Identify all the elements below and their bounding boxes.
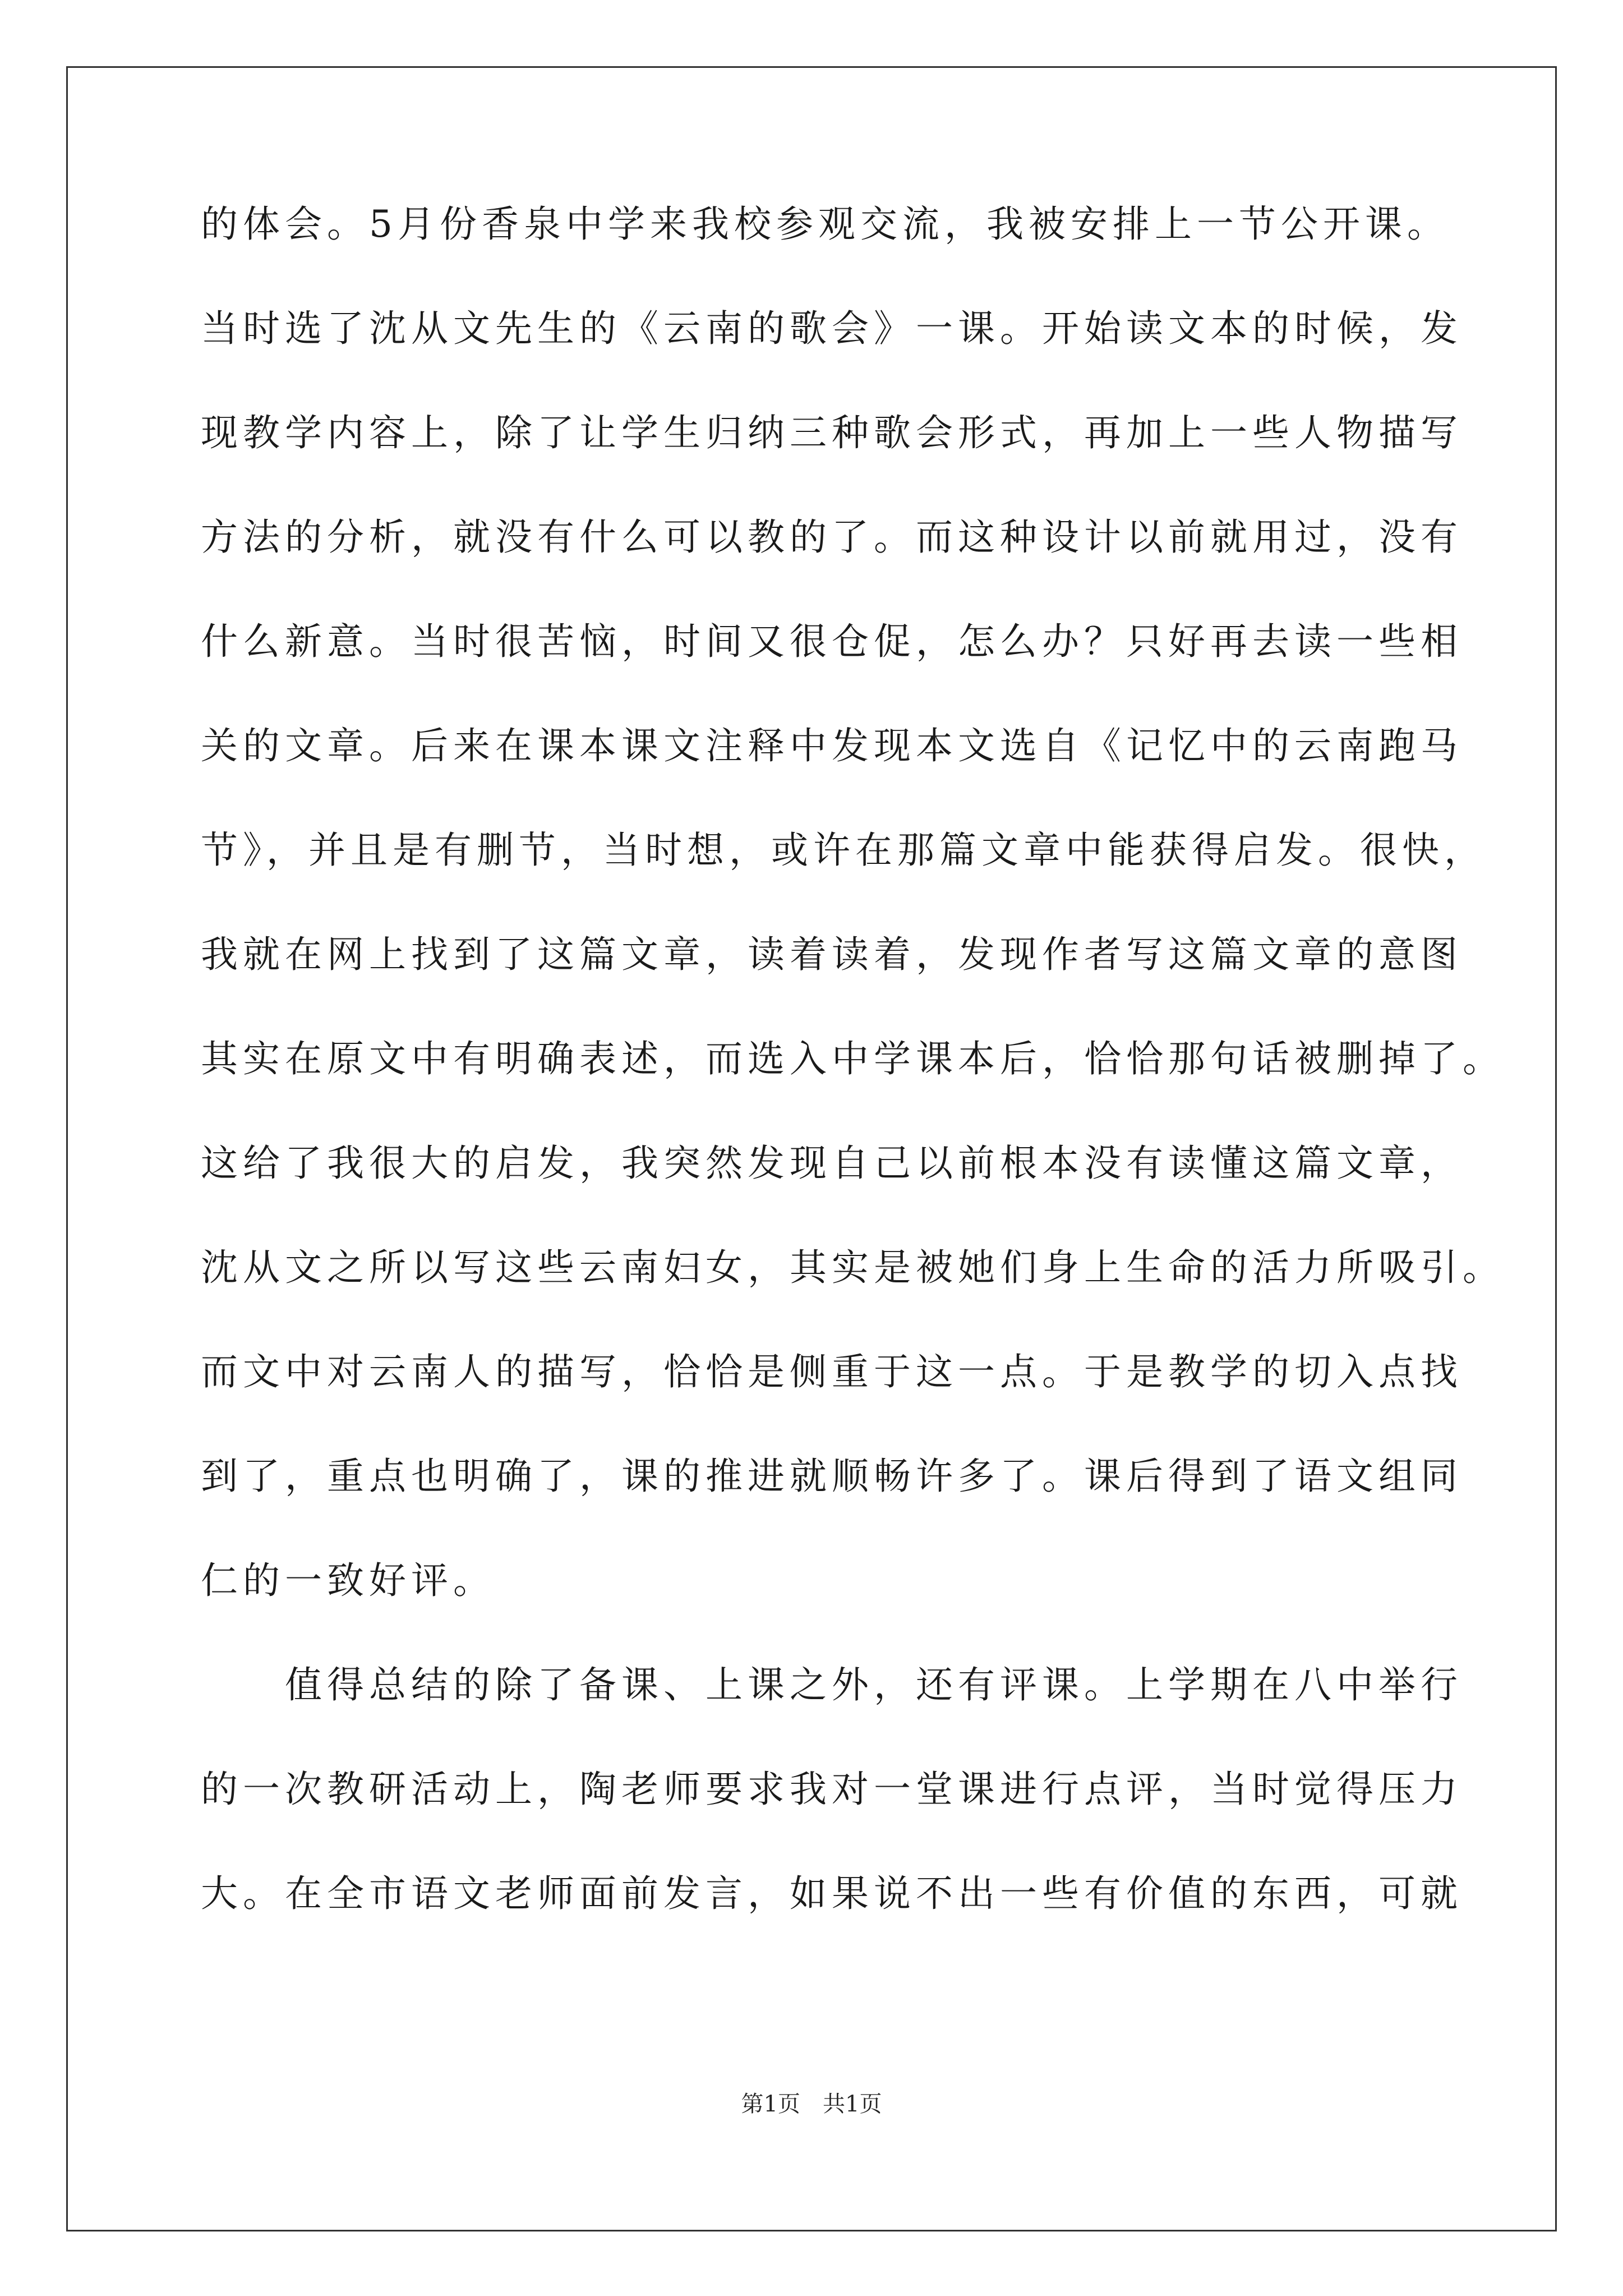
text-line: 而文中对云南人的描写，恰恰是侧重于这一点。于是教学的切入点找 (201, 1350, 1463, 1393)
text-line: 这给了我很大的启发，我突然发现自己以前根本没有读懂这篇文章， (201, 1142, 1463, 1185)
paragraph-first-line: 值得总结的除了备课、上课之外，还有评课。上学期在八中举行 (285, 1663, 1463, 1706)
text-line: 的一次教研活动上，陶老师要求我对一堂课进行点评，当时觉得压力 (201, 1768, 1463, 1811)
text-line: 什么新意。当时很苦恼，时间又很仓促，怎么办？只好再去读一些相 (201, 620, 1463, 663)
page-number-footer: 第1页 共1页 (741, 2091, 882, 2117)
text-line: 到了，重点也明确了，课的推进就顺畅许多了。课后得到了语文组同 (201, 1455, 1463, 1498)
text-line: 其实在原文中有明确表述，而选入中学课本后，恰恰那句话被删掉了。 (201, 1037, 1505, 1080)
text-line: 大。在全市语文老师面前发言，如果说不出一些有价值的东西，可就 (201, 1872, 1463, 1915)
text-line: 的体会。5月份香泉中学来我校参观交流，我被安排上一节公开课。 (201, 203, 1449, 246)
text-line: 当时选了沈从文先生的《云南的歌会》一课。开始读文本的时候，发 (201, 307, 1463, 350)
text-line: 现教学内容上，除了让学生归纳三种歌会形式，再加上一些人物描写 (201, 411, 1463, 454)
text-line: 方法的分析，就没有什么可以教的了。而这种设计以前就用过，没有 (201, 516, 1463, 559)
text-line: 仁的一致好评。 (201, 1559, 495, 1602)
text-line: 关的文章。后来在课本课文注释中发现本文选自《记忆中的云南跑马 (201, 724, 1463, 767)
text-line: 沈从文之所以写这些云南妇女，其实是被她们身上生命的活力所吸引。 (201, 1246, 1505, 1289)
text-line: 我就在网上找到了这篇文章，读着读着，发现作者写这篇文章的意图 (201, 933, 1463, 976)
text-line: 节》，并且是有删节，当时想，或许在那篇文章中能获得启发。很快， (201, 829, 1486, 872)
